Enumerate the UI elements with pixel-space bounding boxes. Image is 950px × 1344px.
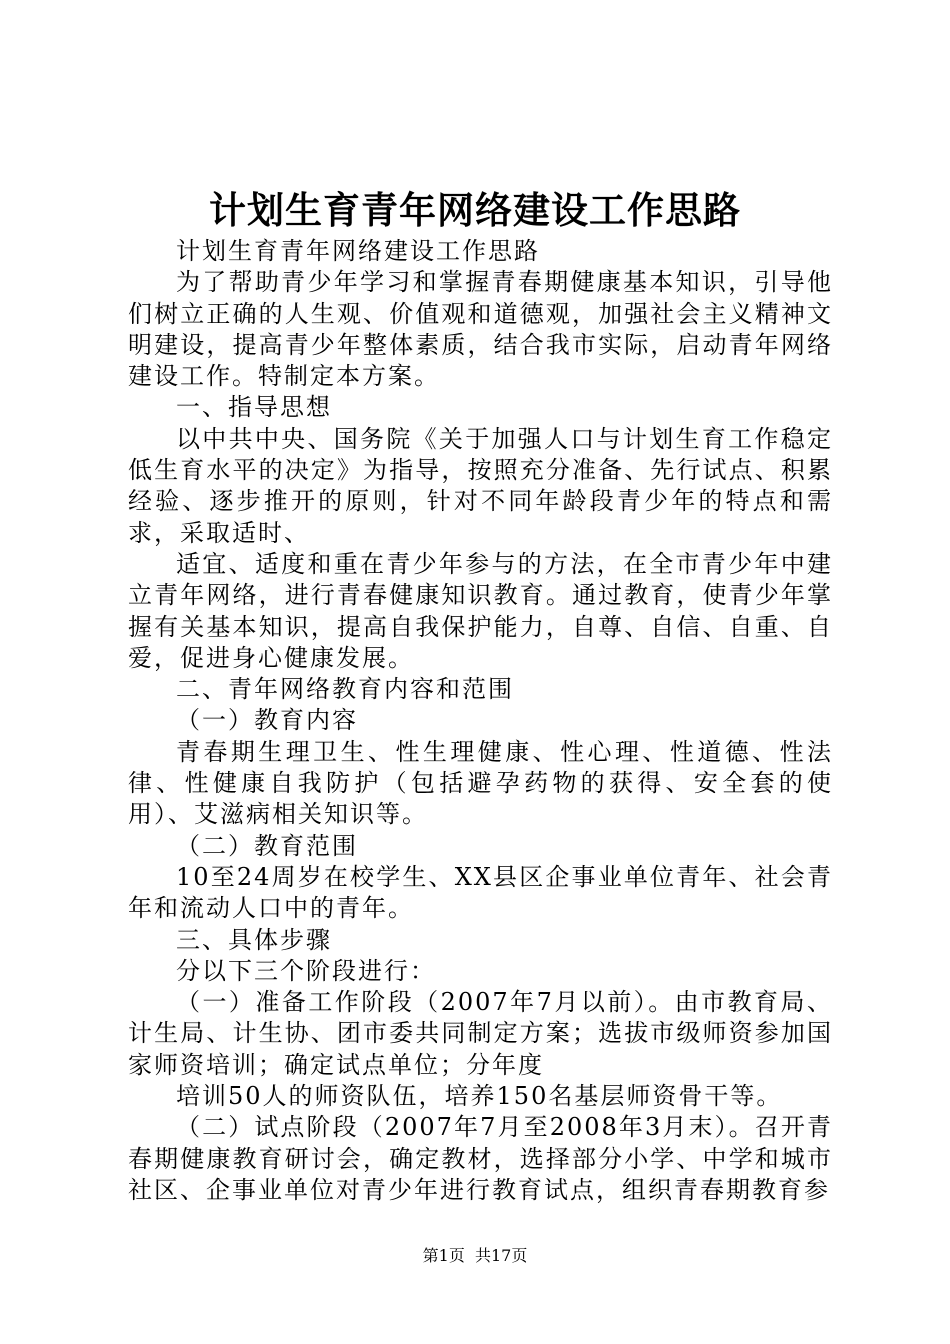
paragraph-education-content: 青春期生理卫生、性生理健康、性心理、性道德、性法律、性健康自我防护（包括避孕药物的获得、安全套的使用）、艾滋病相关知识等。 [128,737,833,829]
paragraph-education-scope: 10至24周岁在校学生、XX县区企事业单位青年、社会青年和流动人口中的青年。 [128,862,833,923]
paragraph-step-pilot: （二）试点阶段（2007年7月至2008年3月末）。召开青春期健康教育研讨会，确定教材，选择部分小学、中学和城市社区、企事业单位对青少年进行教育试点，组织青春期教育参 [128,1113,833,1204]
heading-content-scope: 二、青年网络教育内容和范围 [176,675,514,704]
paragraph-step-preparation-cont: 培训50人的师资队伍，培养150名基层师资骨干等。 [176,1082,783,1111]
paragraph-guiding-thought: 以中共中央、国务院《关于加强人口与计划生育工作稳定低生育水平的决定》为指导，按照充分准备、先行试点、积累经验、逐步推开的原则，针对不同年龄段青少年的特点和需求，采取适时、 [128,424,833,547]
subheading-education-scope: （二）教育范围 [176,831,358,860]
paragraph-subtitle: 计划生育青年网络建设工作思路 [176,237,540,265]
subheading-education-content: （一）教育内容 [176,706,358,735]
document-title: 计划生育青年网络建设工作思路 [209,188,741,232]
paragraph-intro: 为了帮助青少年学习和掌握青春期健康基本知识，引导他们树立正确的人生观、价值观和道德观，加强社会主义精神文明建设，提高青少年整体素质，结合我市实际，启动青年网络建设工作。特制定本方案。 [128,268,833,391]
paragraph-steps-intro: 分以下三个阶段进行： [176,956,436,985]
document-body [128,236,833,1206]
page-footer [0,1245,950,1267]
page-number-label: 第1页 共17页 [422,1246,528,1265]
paragraph-step-preparation: （一）准备工作阶段（2007年7月以前）。由市教育局、计生局、计生协、团市委共同制定方案；选拔市级师资参加国家师资培训；确定试点单位；分年度 [128,988,833,1079]
paragraph-guiding-thought-cont: 适宜、适度和重在青少年参与的方法，在全市青少年中建立青年网络，进行青春健康知识教育。通过教育，使青少年掌握有关基本知识，提高自我保护能力，自尊、自信、自重、自爱，促进身心健康发展。 [128,549,833,672]
heading-guiding-thought: 一、指导思想 [176,393,332,422]
heading-steps: 三、具体步骤 [176,925,332,954]
